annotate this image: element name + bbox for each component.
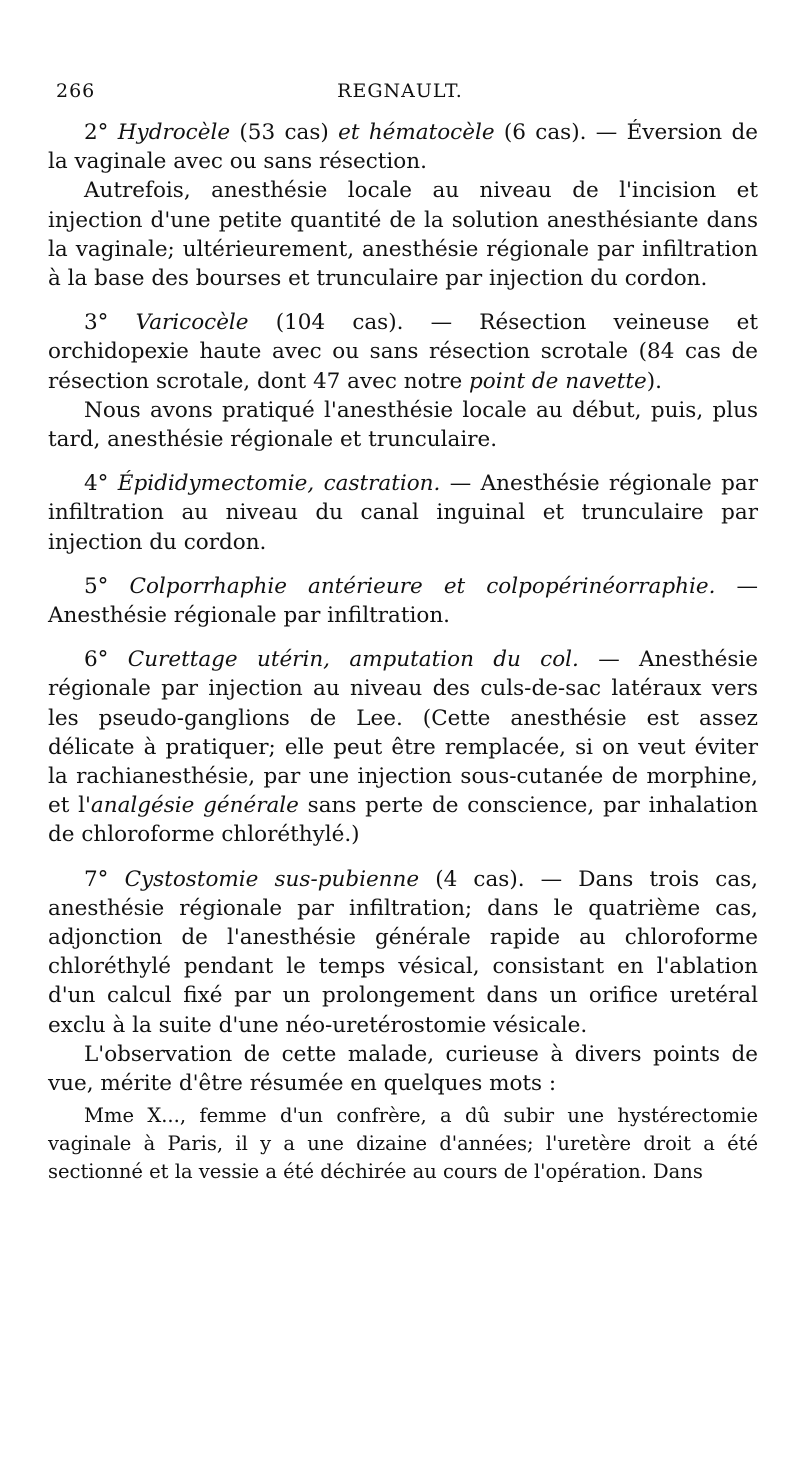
- item-text: (53 cas): [230, 120, 339, 145]
- item-title-secondary: analgésie générale: [90, 793, 299, 819]
- body-text: [48, 118, 758, 1186]
- paragraph-autrefois: Autrefois, anesthésie locale au niveau de l'incision et injection d'une petite quantité de la solution anesthésiante dans la vaginale; ultérieurement, anesthésie régionale par infiltration à la base des bourses et trunculaire par injection du cordon.: [48, 178, 758, 292]
- page-header: [48, 80, 752, 110]
- item-title: Curettage utérin, amputation du col.: [127, 647, 579, 673]
- item-text: — Anesthésie régionale par injection au niveau des culs-de-sac latéraux vers les pseudo-ganglions de Lee. (Cette anesthésie est assez délicate à pratiquer; elle peut être remplacée, si on veut éviter la rachianesthésie, par une injection sous-cutanée de morphine, et l': [48, 647, 758, 819]
- section-cystostomie: [48, 865, 758, 1040]
- item-text-rest: ).: [646, 368, 663, 394]
- paragraph-observation: L'observation de cette malade, curieuse à divers points de vue, mérite d'être résumée en quelques mots :: [48, 1041, 758, 1097]
- item-title-secondary: point de navette: [469, 368, 647, 394]
- item-title: Varicocèle: [135, 310, 249, 336]
- observation-case: Mme X..., femme d'un confrère, a dû subir une hystérectomie vaginale à Paris, il y a une dizaine d'années; l'uretère droit a été sectionné et la vessie a été déchirée au cours de l'opération. Dans: [48, 1104, 758, 1184]
- item-number: 4°: [84, 471, 109, 497]
- item-number: 2°: [84, 120, 109, 145]
- section-epididymectomie: [48, 469, 758, 557]
- paragraph-nous-avons: Nous avons pratiqué l'anesthésie locale au début, puis, plus tard, anesthésie régionale et trunculaire.: [48, 397, 758, 453]
- section-varicocele: [48, 308, 758, 396]
- item-number: 3°: [84, 310, 109, 336]
- page-number: 266: [56, 80, 96, 102]
- item-title: Colporrhaphie antérieure et colpopérinéorraphie.: [129, 573, 716, 599]
- item-title-secondary: et hématocèle: [338, 120, 495, 145]
- item-text-rest: — Anesthésie régionale par infiltration au niveau du canal inguinal et trunculaire par injection du cordon.: [48, 471, 758, 555]
- running-title: REGNAULT.: [337, 80, 463, 102]
- item-text: (4 cas). — Dans trois cas, anesthésie régionale par infiltration; dans le quatrième cas, adjonction de l'anesthésie générale rapide au chloroforme chloréthylé pendant le temps vésical, consistant en l'ablation d'un calcul fixé par un prolongement dans un orifice uretéral exclu à la suite d'une néo-uretérostomie vésicale.: [48, 866, 759, 1038]
- item-text: (104 cas). — Résection veineuse et orchidopexie haute avec ou sans résection scrotale (84 cas de résection scrotale, dont 47 avec notre: [48, 310, 758, 394]
- item-text-rest: — Anesthésie régionale par infiltration.: [48, 573, 758, 629]
- item-number: 5°: [84, 573, 109, 599]
- item-title: Hydrocèle: [117, 120, 231, 145]
- item-title: Épididymectomie, castration.: [117, 471, 441, 497]
- section-hydrocele: [48, 118, 758, 176]
- item-title: Cystostomie sus-pubienne: [124, 866, 420, 892]
- item-number: 7°: [84, 866, 109, 892]
- item-text-rest: sans perte de conscience, par inhalation de chloroforme chloréthylé.): [48, 793, 758, 848]
- section-colporrhaphie: [48, 572, 758, 630]
- section-curettage: [48, 645, 758, 849]
- item-number: 6°: [84, 647, 109, 673]
- item-text-rest: (6 cas). — Éversion de la vaginale avec ou sans résection.: [48, 120, 758, 175]
